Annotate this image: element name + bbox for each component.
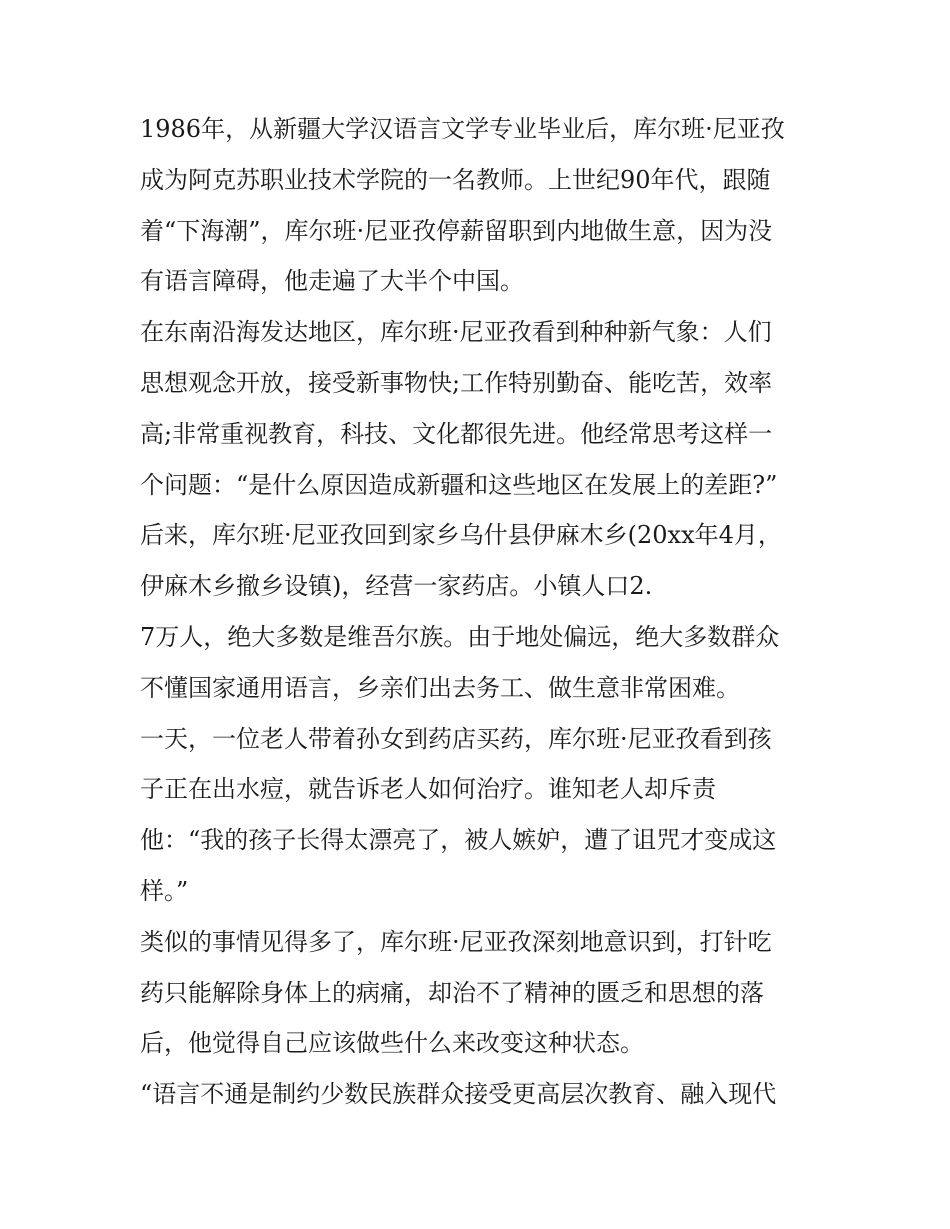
text-line: 7万人，绝大多数是维吾尔族。由于地处偏远，绝大多数群众 — [140, 622, 780, 651]
text-line: 1986年，从新疆大学汉语言文学专业毕业后，库尔班·尼亚孜 — [140, 115, 785, 143]
text-line: 高;非常重视教育，科技、文化都很先进。他经常思考这样一 — [140, 419, 773, 448]
text-line: 不懂国家通用语言，乡亲们出去务工、做生意非常困难。 — [140, 673, 740, 702]
text-line: “语言不通是制约少数民族群众接受更高层次教育、融入现代 — [140, 1080, 777, 1109]
text-line: 一天，一位老人带着孙女到药店买药，库尔班·尼亚孜看到孩 — [140, 724, 772, 753]
text-line: 药只能解除身体上的病痛，却治不了精神的匮乏和思想的落 — [140, 978, 764, 1007]
text-line: 后来，库尔班·尼亚孜回到家乡乌什县伊麻木乡(20xx年4月， — [140, 521, 782, 550]
text-line: 伊麻木乡撤乡设镇)，经营一家药店。小镇人口2. — [140, 572, 653, 601]
text-line: 个问题：“是什么原因造成新疆和这些地区在发展上的差距?” — [140, 470, 778, 499]
text-line: 子正在出水痘，就告诉老人如何治疗。谁知老人却斥责 — [140, 775, 716, 804]
text-line: 样。” — [140, 876, 189, 905]
text-line: 有语言障碍，他走遍了大半个中国。 — [140, 267, 524, 296]
text-line: 在东南沿海发达地区，库尔班·尼亚孜看到种种新气象：人们 — [140, 318, 772, 347]
text-line: 着“下海潮”，库尔班·尼亚孜停薪留职到内地做生意，因为没 — [140, 216, 773, 245]
text-line: 后，他觉得自己应该做些什么来改变这种状态。 — [140, 1029, 644, 1058]
text-line: 他：“我的孩子长得太漂亮了，被人嫉妒，遭了诅咒才变成这 — [140, 826, 777, 855]
text-line: 类似的事情见得多了，库尔班·尼亚孜深刻地意识到，打针吃 — [140, 927, 772, 956]
text-line: 成为阿克苏职业技术学院的一名教师。上世纪90年代，跟随 — [140, 165, 771, 194]
text-line: 思想观念开放，接受新事物快;工作特别勤奋、能吃苦，效率 — [140, 368, 773, 397]
body-text — [140, 104, 820, 1120]
